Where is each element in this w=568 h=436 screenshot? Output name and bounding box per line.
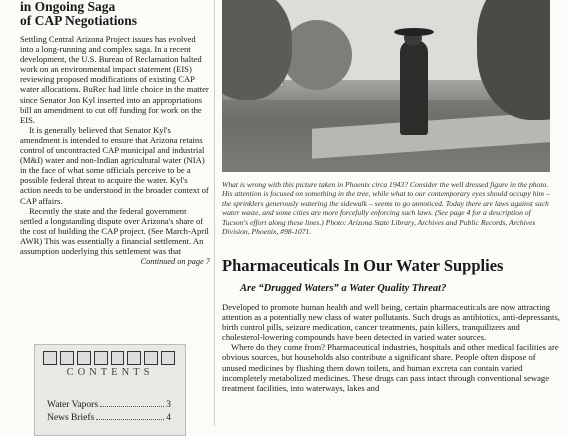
contents-box: [34, 344, 186, 436]
headline-line-1: in Ongoing Saga: [20, 0, 116, 14]
headline-line-2: of CAP Negotiations: [20, 13, 137, 28]
drop-icon: [161, 351, 175, 365]
drop-icon: [60, 351, 74, 365]
main-article-subtitle: Are “Drugged Waters” a Water Quality Threat?: [240, 283, 447, 294]
continued-note[interactable]: Continued on page 7: [140, 257, 210, 267]
left-paragraph-2: It is generally believed that Senator Kyl's amendment is intended to ensure that Arizona retains control of uncontracted CAP municipal and industrial (M&I) water and non-Indian agricultural water (NIA) in the face of what some officials perceive to be a possible federal threat to acquire the water. Kyl's action needs to be understood in the broader context of CAP affairs.: [20, 124, 209, 206]
leader-dots: [100, 400, 164, 407]
left-paragraph-3: Recently the state and the federal government settled a longstanding dispute over Arizona's share of the cost of building the CAP project. (See March-April AWR) This was essentially a financial settlement. An assumption underlying this settlement was that: [20, 205, 209, 256]
contents-icon-row: [43, 351, 175, 365]
contents-item-page: 3: [166, 400, 171, 410]
contents-item-page: 4: [166, 413, 171, 423]
column-divider: [214, 0, 215, 426]
drop-icon: [111, 351, 125, 365]
drop-icon: [77, 351, 91, 365]
left-headline: [20, 0, 210, 28]
contents-label: CONTENTS: [66, 367, 154, 378]
drop-icon: [144, 351, 158, 365]
contents-item-title: News Briefs: [47, 413, 95, 423]
main-paragraph-2: Where do they come from? Pharmaceutical industries, hospitals and other medical facilities are obvious sources, but households also contribute a significant share. People often dispose of unused medicines by flushing them down toilets, and human excreta can contain varied incompletely metabolized medicines. These drugs can pass intact through conventional sewage treatment facilities, into waterways, lakes and: [222, 342, 559, 393]
leader-dots: [96, 413, 164, 420]
contents-item[interactable]: [47, 400, 171, 410]
main-paragraph-1: Developed to promote human health and well being, certain pharmaceuticals are now attracting attention as a potentially new class of water pollutants. Such drugs as antibiotics, anti-depressants, birth control pills, seizure medication, cancer treatments, pain killers, tranquilizers and cholesterol-lowering compounds have been detected in varied water sources.: [222, 302, 560, 343]
left-paragraph-1: Settling Central Arizona Project issues has evolved into a long-running and complex saga. In a recent development, the U.S. Bureau of Reclamation halted work on an environmental impact statement (EIS) reviewing proposed modifications of existing CAP water allocations. BuRec had little choice in the matter since Senator Jon Kyl inserted into an appropriations bill an amendment to cut off funding for work on the EIS.: [20, 34, 209, 125]
historic-photo: [222, 0, 550, 172]
drop-icon: [94, 351, 108, 365]
photo-tree: [282, 20, 352, 90]
contents-item[interactable]: [47, 413, 171, 423]
photo-figure-hat: [394, 28, 434, 36]
main-article-body: [222, 302, 560, 393]
drop-icon: [127, 351, 141, 365]
drop-icon: [43, 351, 57, 365]
contents-item-title: Water Vapors: [47, 400, 99, 410]
photo-caption: What is wrong with this picture taken in Phoenix circa 1943? Consider the well dressed figure in the photo. His attention is focused on something in the tree, while what to our contemporary eyes should occupy him – the sprinklers generously watering the sidewalk – seems to go unnoticed. Today there are laws against such water waste, and some cities are more forcefully enforcing such laws. (See page 4 for a description of Tucson's effort along these lines.) Photo: Arizona State Library, Archives and Public Records, Archives Division, Phoenix, #98-1071.: [222, 180, 550, 237]
main-article-title: Pharmaceuticals In Our Water Supplies: [222, 256, 504, 275]
photo-figure: [400, 40, 428, 135]
